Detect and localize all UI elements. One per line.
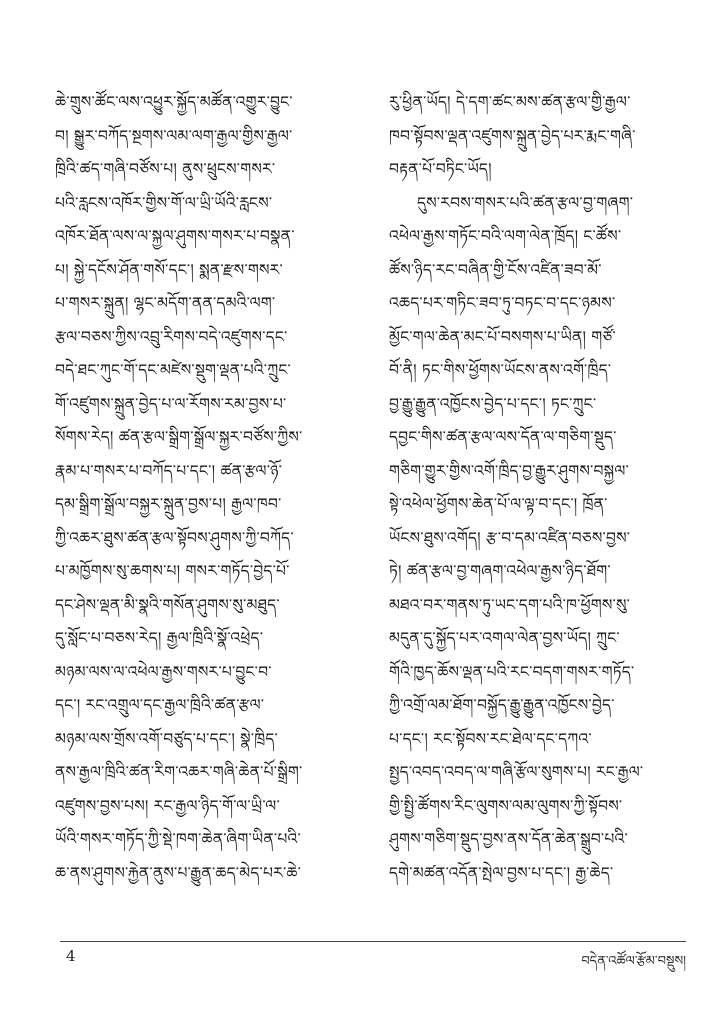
text-line: སྤྱད་འབད་འབད་ལ་གཞི་རྩོལ་སུགས་པ། རང་རྒྱལ་ (389, 763, 644, 781)
text-line: པའི་རླངས་འཁོར་གྱིས་གོ་ལ་ཡྲི་ཡོའི་རླངས་ (55, 193, 273, 212)
text-line: པ་མཁྱོགས་སུ་ཆགས་པ། གསར་གཏོད་བྱེད་པོ་ (55, 562, 290, 580)
text-line: དང་ཤེས་ལྡན་མི་སྣའི་གསོན་ཤུགས་སུ་མཐུད་ (55, 595, 280, 614)
text-line: ཁྲིའི་ཚད་གཞི་བཙོས་པ། ནུས་ཕྲུངས་གསར་ (55, 160, 276, 178)
text-line: འཛུགས་བྱས་པས། རང་རྒྱལ་ཉིད་གོ་ལ་ཡྲི་ལ་ (55, 796, 280, 815)
text-line: བྱ་རྒྱུ་རྒྱུན་འཁྱོངས་བྱེད་པ་དང་། ཏང་ཀྲུང་ (389, 394, 597, 413)
text-line: གཅིག་གྱུར་གྱིས་འགོ་ཁྲིད་བྱ་རྒྱུར་ཤུགས་བསྐྱལ་ (389, 461, 629, 480)
text-line: སྟེ་འཕེལ་ཕྱོགས་ཆེན་པོ་ལ་ལྟ་བ་དང་། ཁྲོན་ (389, 495, 608, 513)
text-line: མཉམ་ལས་ལ་འཕེལ་རྒྱས་གསར་པ་བྱུང་བ་ (55, 662, 272, 681)
text-line: གྱི་སྤྱི་ཚོགས་རིང་ལུགས་ལམ་ལུགས་ཀྱི་སྟོབས་ (389, 796, 623, 815)
text-line: པ། སྐྱེ་དངོས་ཤོན་གསོ་དང་། སྨན་རྫས་གསར་ (55, 260, 283, 279)
text-line: ནས་རྒྱལ་ཁྲིའི་ཚན་རིག་འཆར་གཞི་ཆེན་པོ་སྒྲིག་ (55, 763, 303, 781)
text-line: དུ་སློང་པ་བཅས་རེད། རྒྱལ་ཁྲིའི་སྣོ་འཕྲེད་ (55, 629, 264, 647)
text-line: མདུན་དུ་སྐྱོད་པར་འགལ་ལེན་བྱས་ཡོད། ཀྲུང་ (389, 629, 620, 647)
text-line: ཚོས་ཉིད་རང་བཞིན་གྱི་ངོས་འཛིན་ཟབ་མོ་ (389, 260, 602, 279)
running-footer-title: བདེན་འཚོལ་རྩོམ་བསྡུས། (581, 954, 686, 969)
text-line: རྣམ་པ་གསར་པ་བཀོད་པ་དང་། ཚན་རྩལ་ཉོ་ (55, 461, 283, 480)
text-line: ཏེ། ཚན་རྩལ་བྱ་གཞག་འཕེལ་རྒྱས་ཉིད་ཐོག་ (389, 562, 611, 580)
text-line: ཡོངས་ཐུས་འགོད། རྩ་བ་དམ་འཛིན་བཅས་བྱས་ (389, 528, 631, 547)
text-line: ཆ་ནས་ཤུགས་རྐྱེན་ནུས་པ་རྒྱུན་ཆད་མེད་པར་ཆེ་ (55, 863, 302, 882)
text-line: སོགས་རེད། ཚན་རྩལ་སྒྲིག་སྒྲོལ་སྐྱར་བཙོས་ཀྱིས་ (55, 428, 303, 446)
text-line: འཕེལ་རྒྱས་གཏོང་བའི་ལག་ལེན་ཁྲོད། ང་ཚོས་ (389, 227, 622, 245)
footer-rule (60, 941, 686, 942)
text-line: དགེ་མཚན་འདོན་སྤེལ་བྱས་པ་དང་། རྒྱ་ཆེད་ (389, 863, 614, 882)
text-line: དབྱང་གིས་ཚན་རྩལ་ལས་དོན་ལ་གཅིག་སྡུད་ (389, 428, 617, 446)
text-line: གོ་འཛུགས་སྐྲུན་བྱེད་པ་ལ་རོགས་རམ་བྱས་པ་ (55, 394, 287, 413)
text-line: རྩལ་བཅས་ཀྱིས་འབྲུ་རིགས་བདེ་འཛུགས་དང་ (55, 327, 288, 346)
page-number: 4 (66, 947, 76, 965)
right-text-column (389, 86, 689, 890)
text-line: ཡོའི་གསར་གཏོད་ཀྱི་སྡེ་ཁག་ཆེན་ཞིག་ཡིན་པའི་ (55, 830, 301, 848)
text-line: མྱོང་གལ་ཆེན་མང་པོ་བསགས་པ་ཡིན། གཙོ་ (389, 327, 616, 346)
text-line: ཁབ་སྟོབས་ལྡན་འཛུགས་སྐྲུན་བྱེད་པར་རྨང་གཞི་ (389, 126, 636, 145)
text-line: འཆད་པར་གཏིང་ཟབ་ཏུ་བཏང་བ་དང་ཉམས་ (389, 294, 616, 312)
text-line: བོ་ནི། ཏང་གིས་ཕྱོགས་ཡོངས་ནས་འགོ་ཁྲིད་ (389, 361, 612, 379)
text-line: འཁོར་ཐོན་ལས་ལ་སྐྱལ་ཤུགས་གསར་པ་བསྣན་ (55, 227, 295, 245)
text-line: ཆེ་གྲུས་ཚོང་ལས་འཕྱུར་སྐྱོད་མཚོན་འགྱུར་བྱུང་ (55, 93, 293, 111)
text-line: མཉམ་ལས་གྲོས་འགོ་བཙུད་པ་དང་། སྣེ་ཁྲིད་ (55, 729, 278, 748)
text-line: དུས་རབས་གསར་པའི་ཚན་རྩལ་བྱ་གཞག་ (417, 193, 634, 212)
text-line: པ་དང་། རང་སྟོབས་རང་ཐེལ་དང་དཀའ་ (389, 729, 592, 748)
text-line: གོའི་ཁྱད་ཆོས་ལྡན་པའི་རང་བདག་གསར་གཏོད་ (389, 662, 635, 681)
text-line: རུ་ཕྱིན་ཡོད། དེ་དག་ཚང་མས་ཚན་རྩལ་གྱི་རྒྱལ་ (389, 93, 631, 111)
text-line: དམ་སྒྲིག་སྒྲོལ་བསྐྱར་སྐྲུན་བྱས་པ། རྒྱལ་ཁབ་ (55, 495, 282, 513)
text-line: ཀྱི་འགྲོ་ལམ་ཐོག་བསྐྱོད་རྒྱུ་རྒྱུན་འཁྱོངས་བྱེད་ (389, 696, 615, 714)
text-line: ཤུགས་གཅིག་སྡུད་བྱས་ནས་དོན་ཆེན་སྒྲུབ་པའི་ (389, 830, 628, 848)
text-line: བདེ་ཐང་ཀུང་གོ་དང་མཛེས་སྡུག་ལྡན་པའི་ཀྲུང་ (55, 361, 291, 379)
text-line: བརྟན་པོ་བཏིང་ཡོད། (389, 160, 492, 178)
left-text-column (55, 86, 361, 890)
text-line: དང་། རང་འགྲུལ་དང་རྒྱལ་ཁྲིའི་ཚན་རྩལ་ (55, 696, 265, 714)
text-line: བ། སྒྱུར་བཀོད་སྔགས་ལམ་ལག་རྒྱལ་གྱིས་རྒྱལ་ (55, 126, 293, 145)
text-line: པ་གསར་སྐྲུན། ལྷང་མདོག་ནན་དམའི་ལག་ (55, 294, 276, 312)
text-line: མཐའ་བར་གནས་ཏུ་ཡང་དག་པའི་ཁ་ཕྱོགས་སུ་ (389, 595, 631, 614)
text-line: ཀྱི་འཆར་ཐུས་ཚན་རྩལ་སྟོབས་ཤུགས་ཀྱི་བཀོད་ (55, 528, 294, 547)
